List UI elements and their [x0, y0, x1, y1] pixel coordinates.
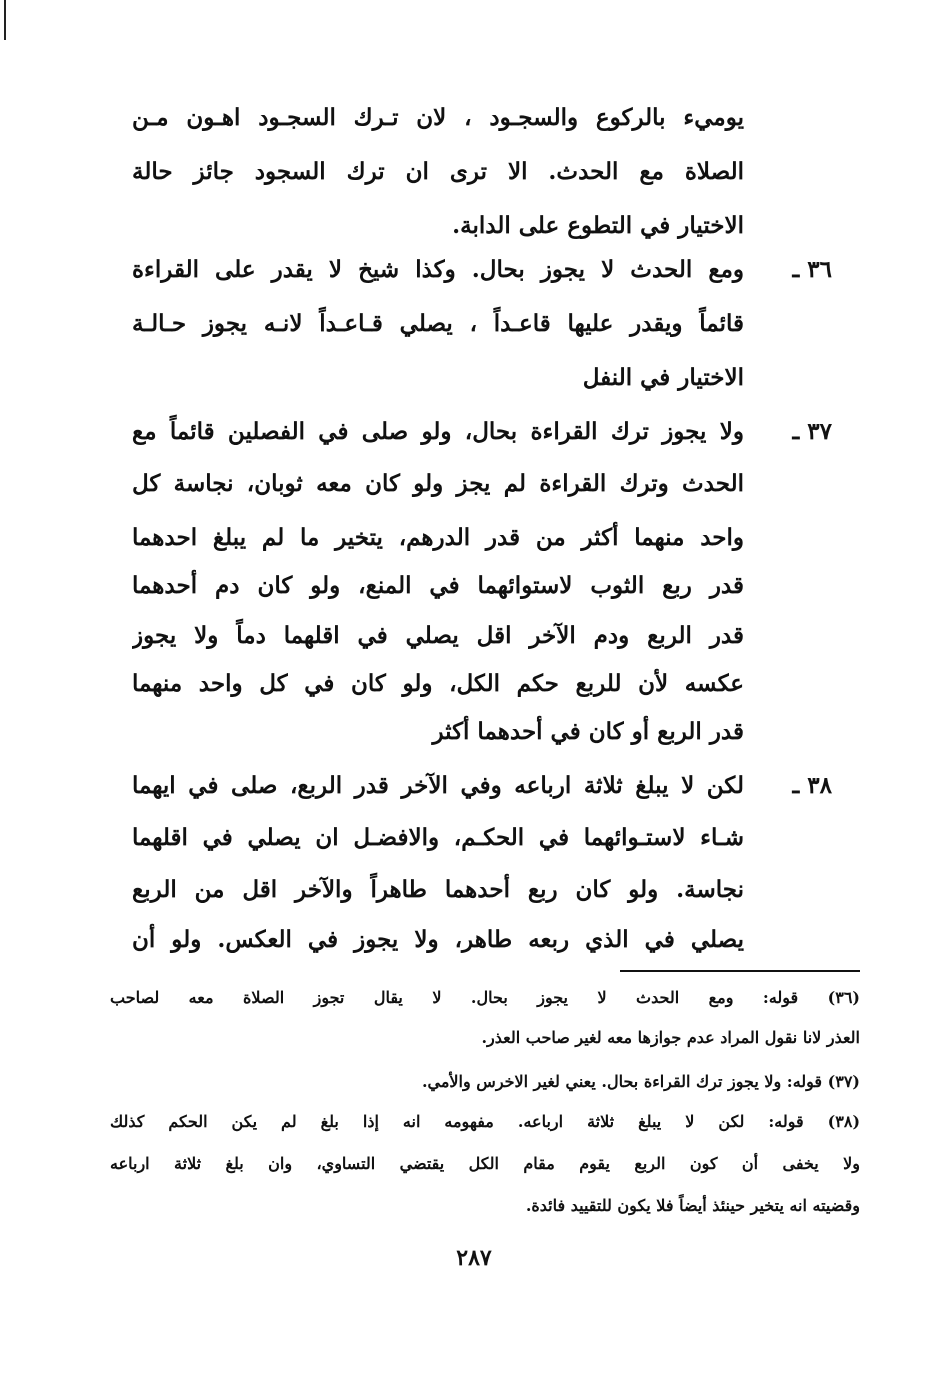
footnote-ref: (٣٧)	[827, 1072, 860, 1091]
footnote-ref: (٣٦)	[827, 988, 860, 1007]
text-line: نجاسة. ولو كان ربع أحدهما طاهراً والآخر اقل من الربع	[132, 876, 744, 903]
text-line: الحدث وترك القراءة لم يجز ولو كان معه ثوبان، نجاسة كل	[132, 470, 744, 497]
footnote-line	[110, 1064, 860, 1100]
footnote-line	[110, 1104, 860, 1140]
text-line: قدر ربع الثوب لاستوائهما في المنع، ولو كان دم أحدهما	[132, 572, 744, 599]
footnote-line: ولا يخفى أن كون الربع يقوم مقام الكل يقتضي التساوي، وان بلغ ثلاثة ارباعه	[110, 1154, 860, 1173]
text-line: قدر الربع أو كان في أحدهما أكثر	[432, 718, 744, 745]
footnote-ref: (٣٨)	[827, 1112, 860, 1131]
page-number: ٢٨٧	[456, 1245, 492, 1271]
text-line: ومع الحدث لا يجوز بحال. وكذا شيخ لا يقدر على القراءة	[132, 256, 744, 283]
text-line: الصلاة مع الحدث. الا ترى ان ترك السجود جائز حالة	[132, 158, 744, 185]
footnote-line	[110, 980, 860, 1016]
text-line: ولا يجوز ترك القراءة بحال، ولو صلى في الفصلين قائماً مع	[132, 418, 744, 445]
text-line: الاختيار في التطوع على الدابة.	[452, 212, 744, 239]
text-line: قائماً ويقدر عليها قاعـداً ، يصلي قـاعـداً لانـه يجوز حـالـة	[132, 310, 744, 337]
footnote-line: العذر لانا نقول المراد عدم جوازها معه لغير صاحب العذر.	[481, 1028, 860, 1047]
item-number-36: ٣٦ ـ	[792, 256, 832, 283]
footnote-separator	[620, 970, 860, 972]
footnote-line: وقضيته انه يتخير حينئذ أيضاً فلا يكون للتقييد فائدة.	[525, 1196, 860, 1215]
text-line: لكن لا يبلغ ثلاثة ارباعه وفي الآخر قدر الربع، صلى في ايهما	[132, 772, 744, 799]
footnote-text: لكن لا يبلغ ثلاثة ارباعه. مفهومه انه إذا بلغ لم يكن الحكم كذلك	[110, 1112, 745, 1131]
text-line: عكسه لأن للربع حكم الكل، ولو كان في كل واحد منهما	[132, 670, 744, 697]
text-line: شـاء لاستـوائهما في الحكـم، والافضـل ان يصلي في اقلهما	[132, 824, 744, 851]
footnote-text: ومع الحدث لا يجوز بحال. لا يقال تجوز الصلاة معه لصاحب	[110, 988, 734, 1007]
text-line: يصلي في الذي ربعه طاهر، ولا يجوز في العكس. ولو أن	[132, 926, 744, 953]
footnote-label: قوله:	[786, 1072, 823, 1091]
text-line: يوميء بالركوع والسجـود ، لان تـرك السجـود اهـون مـن	[132, 104, 744, 131]
text-line: الاختيار في النفل	[582, 364, 744, 391]
footnote-text: ولا يجوز ترك القراءة بحال. يعني لغير الاخرس والأمي.	[421, 1072, 782, 1091]
item-number-37: ٣٧ ـ	[792, 418, 832, 445]
footnote-label: قوله:	[768, 1112, 804, 1131]
item-number-38: ٣٨ ـ	[792, 772, 832, 799]
text-line: قدر الربع ودم الآخر اقل يصلي في اقلهما دماً ولا يجوز	[132, 622, 744, 649]
text-line: واحد منهما أكثر من قدر الدرهم، يتخير ما لم يبلغ احدهما	[132, 524, 744, 551]
footnote-label: قوله:	[762, 988, 799, 1007]
